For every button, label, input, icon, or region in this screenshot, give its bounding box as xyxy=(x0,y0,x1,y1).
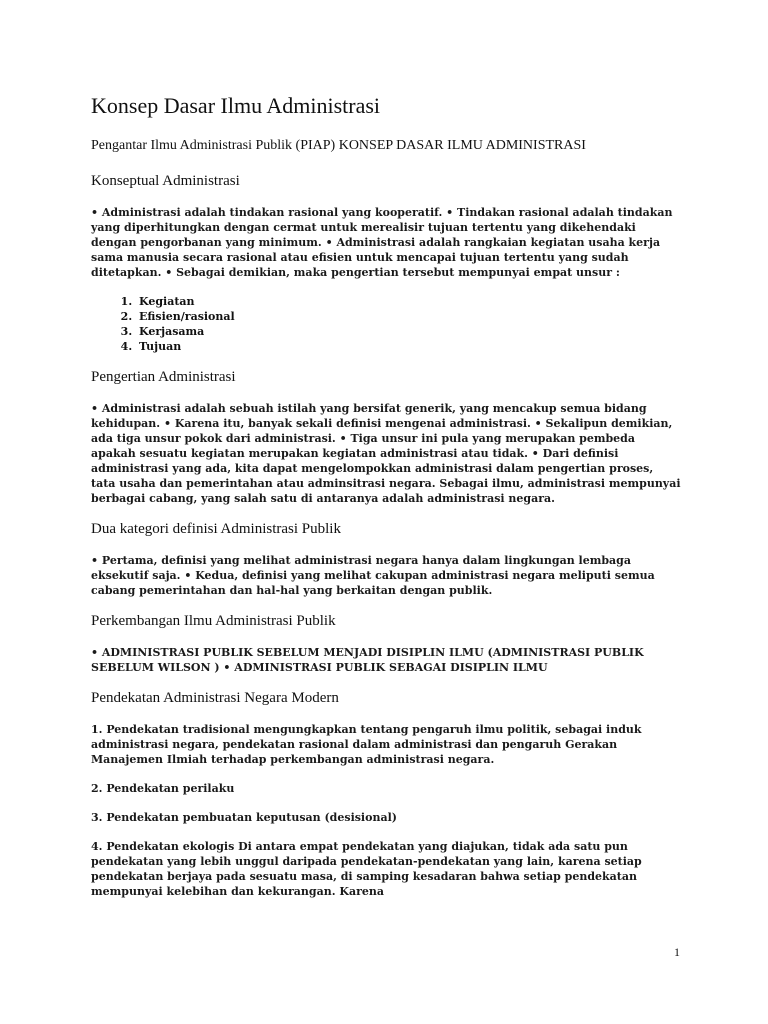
list-item: 3. Kerjasama xyxy=(136,324,681,339)
list-item: 4. Tujuan xyxy=(136,339,681,354)
list-item: 1. Kegiatan xyxy=(136,294,681,309)
unsur-list xyxy=(91,294,681,354)
section-paragraph: 2. Pendekatan perilaku xyxy=(91,782,235,795)
section-konseptual-administrasi xyxy=(91,172,681,354)
section-paragraph: • Pertama, definisi yang melihat administrasi negara hanya dalam lingkungan lembaga eksekutif saja. • Kedua, definisi yang melihat cakupan administrasi negara meliputi semua cabang pemerintahan dan hal-hal yang berkaitan dengan publik. xyxy=(91,554,655,597)
page-number: 1 xyxy=(674,945,680,959)
section-heading: Perkembangan Ilmu Administrasi Publik xyxy=(91,613,336,629)
document-subtitle: Pengantar Ilmu Administrasi Publik (PIAP) KONSEP DASAR ILMU ADMINISTRASI xyxy=(91,138,586,153)
section-pendekatan xyxy=(91,689,681,899)
section-heading: Dua kategori definisi Administrasi Publik xyxy=(91,521,341,537)
section-pengertian-administrasi xyxy=(91,368,681,506)
section-paragraph: • Administrasi adalah tindakan rasional yang kooperatif. • Tindakan rasional adalah tindakan yang diperhitungkan dengan cermat untuk merealisir tujuan tertentu yang dikehendaki dengan pengorbanan yang minimum. • Administrasi adalah rangkaian kegiatan usaha kerja sama manusia secara rasional atau efisien untuk mencapai tujuan tertentu yang sudah ditetapkan. • Sebagai demikian, maka pengertian tersebut mempunyai empat unsur : xyxy=(91,206,673,279)
section-dua-kategori xyxy=(91,520,681,598)
section-paragraph: • ADMINISTRASI PUBLIK SEBELUM MENJADI DISIPLIN ILMU (ADMINISTRASI PUBLIK SEBELUM WILSON ) • ADMINISTRASI PUBLIK SEBAGAI DISIPLIN ILMU xyxy=(91,646,644,674)
section-paragraph: 4. Pendekatan ekologis Di antara empat pendekatan yang diajukan, tidak ada satu pun pendekatan yang lebih unggul daripada pendekatan-pendekatan yang lain, karena setiap pendekatan berjaya pada sesuatu masa, di samping kesadaran bahwa setiap pendekatan mempunyai kelebihan dan kekurangan. Karena xyxy=(91,840,642,898)
section-heading: Pengertian Administrasi xyxy=(91,369,236,385)
section-paragraph: • Administrasi adalah sebuah istilah yang bersifat generik, yang mencakup semua bidang kehidupan. • Karena itu, banyak sekali definisi mengenai administrasi. • Sekalipun demikian, ada tiga unsur pokok dari administrasi. • Tiga unsur ini pula yang merupakan pembeda apakah sesuatu kegiatan merupakan kegiatan administrasi atau tidak. • Dari definisi administrasi yang ada, kita dapat mengelompokkan administrasi dalam pengertian proses, tata usaha dan pemerintahan atau adminsitrasi negara. Sebagai ilmu, administrasi mempunyai berbagai cabang, yang salah satu di antaranya adalah administrasi negara. xyxy=(91,402,681,505)
document-title: Konsep Dasar Ilmu Administrasi xyxy=(91,93,381,118)
section-perkembangan xyxy=(91,612,681,675)
section-paragraph: 1. Pendekatan tradisional mengungkapkan tentang pengaruh ilmu politik, sebagai induk administrasi negara, pendekatan rasional dalam administrasi dan pengaruh Gerakan Manajemen Ilmiah terhadap perkembangan administrasi negara. xyxy=(91,723,642,766)
section-paragraph: 3. Pendekatan pembuatan keputusan (desisional) xyxy=(91,811,397,824)
document-content xyxy=(91,92,681,913)
section-heading: Pendekatan Administrasi Negara Modern xyxy=(91,690,339,706)
section-heading: Konseptual Administrasi xyxy=(91,173,240,189)
list-item: 2. Efisien/rasional xyxy=(136,309,681,324)
